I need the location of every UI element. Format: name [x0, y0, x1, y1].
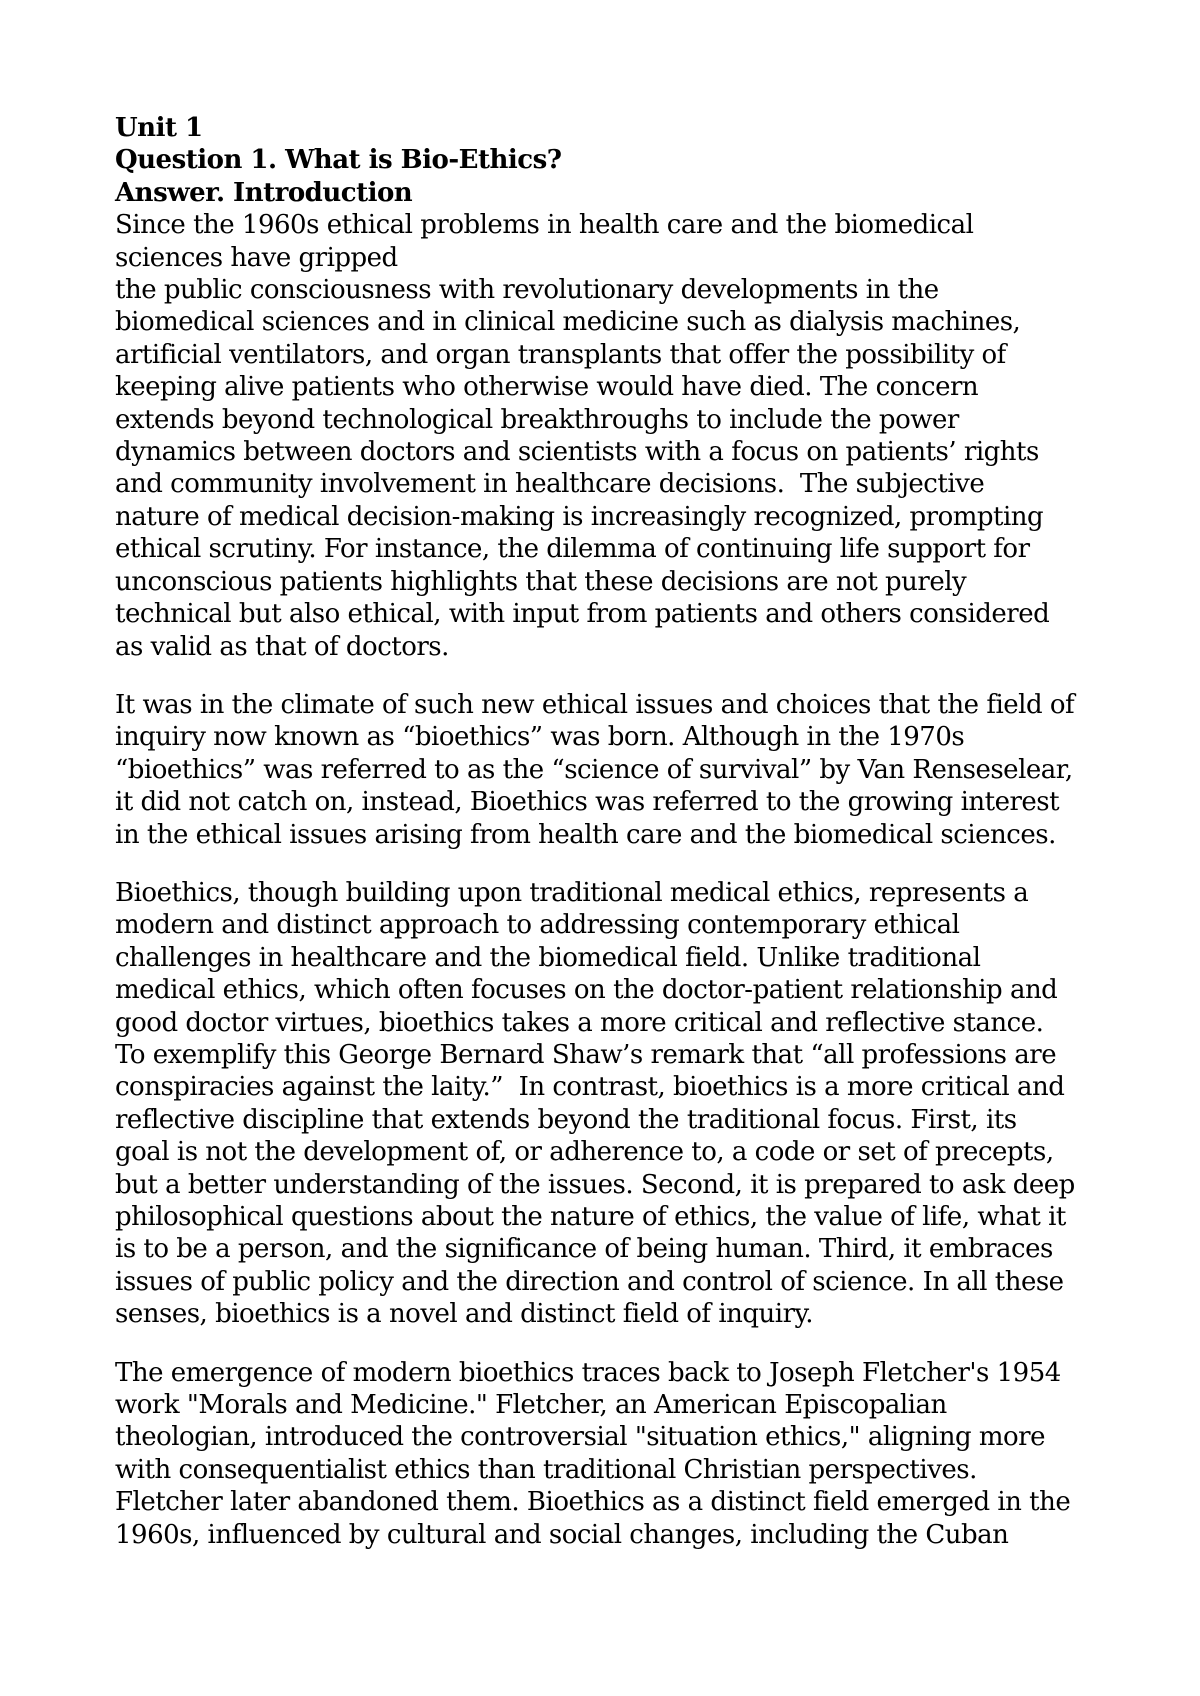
paragraph-line: Bioethics, though building upon traditional medical ethics, represents a [115, 877, 1029, 908]
paragraphs-container [115, 209, 1115, 1551]
paragraph [115, 877, 1115, 1331]
paragraph-line: 1960s, influenced by cultural and social changes, including the Cuban [115, 1519, 1009, 1550]
paragraph-line: it did not catch on, instead, Bioethics was referred to the growing interest [115, 787, 1060, 818]
paragraph-line: dynamics between doctors and scientists with a focus on patients’ rights [115, 437, 1039, 468]
paragraph-line: medical ethics, which often focuses on the doctor-patient relationship and [115, 975, 1058, 1006]
paragraph-line: goal is not the development of, or adherence to, a code or set of precepts, [115, 1137, 1054, 1168]
paragraph-line: theologian, introduced the controversial "situation ethics," aligning more [115, 1422, 1045, 1453]
paragraph [115, 209, 1115, 663]
paragraph-line: technical but also ethical, with input from patients and others considered [115, 599, 1050, 630]
paragraph-line: It was in the climate of such new ethical issues and choices that the field of [115, 689, 1075, 720]
answer-heading: Answer. Introduction [115, 177, 413, 208]
paragraph-line: conspiracies against the laity.” In contrast, bioethics is a more critical and [115, 1072, 1065, 1103]
paragraph-line: is to be a person, and the significance of being human. Third, it embraces [115, 1234, 1053, 1265]
paragraph-line: work "Morals and Medicine." Fletcher, an American Episcopalian [115, 1390, 947, 1421]
paragraph [115, 689, 1115, 851]
paragraph [115, 1357, 1115, 1551]
paragraph-line: The emergence of modern bioethics traces back to Joseph Fletcher's 1954 [115, 1357, 1061, 1388]
paragraph-line: artificial ventilators, and organ transplants that offer the possibility of [115, 339, 1006, 370]
paragraph-line: “bioethics” was referred to as the “science of survival” by Van Renseselear, [115, 754, 1073, 785]
paragraph-line: ethical scrutiny. For instance, the dilemma of continuing life support for [115, 534, 1030, 565]
paragraph-line: biomedical sciences and in clinical medicine such as dialysis machines, [115, 307, 1021, 338]
paragraph-line: but a better understanding of the issues. Second, it is prepared to ask deep [115, 1169, 1075, 1200]
unit-heading: Unit 1 [115, 113, 203, 143]
document-body [115, 112, 1115, 1551]
paragraph-line: To exemplify this George Bernard Shaw’s remark that “all professions are [115, 1039, 1057, 1070]
paragraph-line: Fletcher later abandoned them. Bioethics as a distinct field emerged in the [115, 1487, 1071, 1518]
paragraph-line: and community involvement in healthcare decisions. The subjective [115, 469, 985, 500]
paragraph-line: modern and distinct approach to addressing contemporary ethical [115, 910, 960, 941]
paragraph-line: philosophical questions about the nature of ethics, the value of life, what it [115, 1202, 1066, 1232]
paragraph-line: sciences have gripped [115, 242, 398, 273]
paragraph-line: good doctor virtues, bioethics takes a more critical and reflective stance. [115, 1007, 1044, 1038]
paragraph-line: with consequentialist ethics than traditional Christian perspectives. [115, 1454, 977, 1485]
paragraph-line: issues of public policy and the direction and control of science. In all these [115, 1266, 1064, 1297]
paragraph-line: challenges in healthcare and the biomedical field. Unlike traditional [115, 942, 981, 973]
paragraph-line: reflective discipline that extends beyond the traditional focus. First, its [115, 1104, 1017, 1135]
paragraph-line: extends beyond technological breakthroughs to include the power [115, 404, 959, 435]
paragraph-line: as valid as that of doctors. [115, 631, 449, 662]
paragraph-line: Since the 1960s ethical problems in health care and the biomedical [115, 210, 974, 241]
paragraph-line: nature of medical decision-making is increasingly recognized, prompting [115, 501, 1044, 532]
paragraph-line: senses, bioethics is a novel and distinct field of inquiry. [115, 1299, 814, 1330]
question-heading: Question 1. What is Bio-Ethics? [115, 145, 562, 176]
paragraph-line: inquiry now known as “bioethics” was born. Although in the 1970s [115, 722, 965, 753]
paragraph-line: keeping alive patients who otherwise would have died. The concern [115, 372, 979, 403]
paragraph-line: the public consciousness with revolutionary developments in the [115, 275, 939, 306]
paragraph-line: unconscious patients highlights that these decisions are not purely [115, 566, 967, 597]
paragraph-line: in the ethical issues arising from health care and the biomedical sciences. [115, 819, 1056, 850]
